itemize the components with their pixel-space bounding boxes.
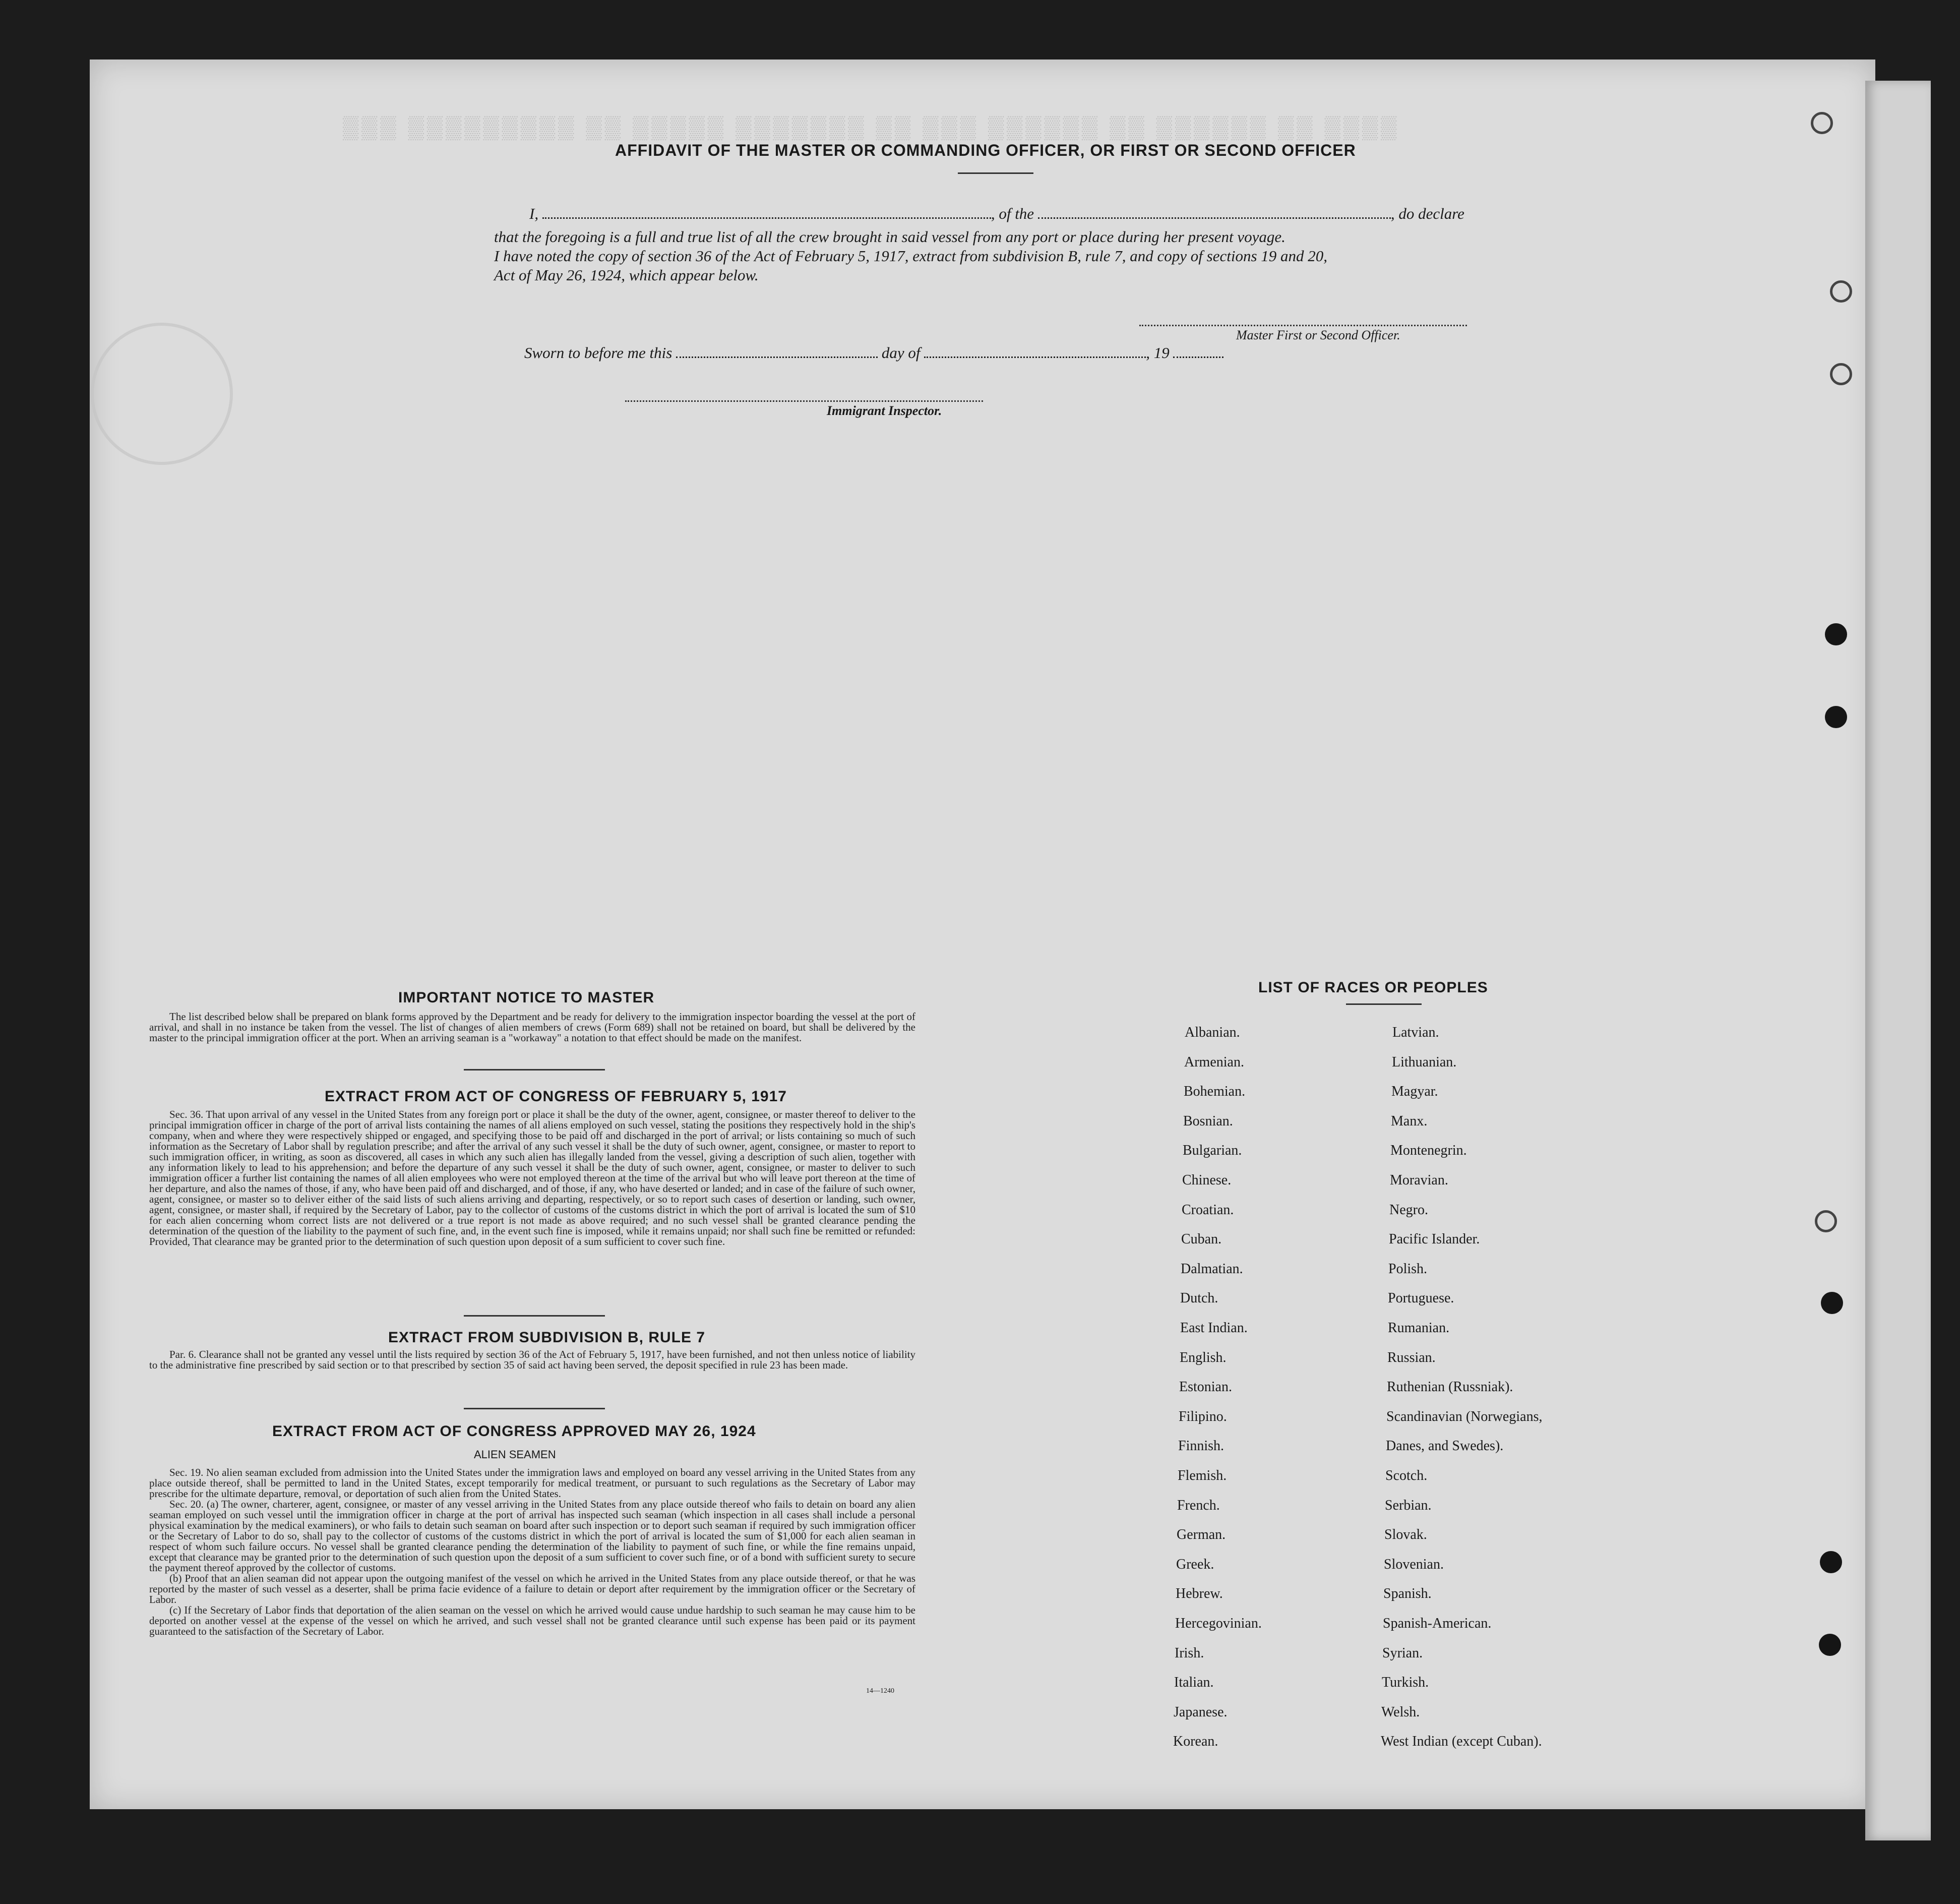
affidavit-declare-label: , do declare bbox=[1390, 205, 1464, 222]
punch-hole bbox=[1819, 1634, 1841, 1656]
divider bbox=[464, 1069, 605, 1070]
race-item: Bohemian. bbox=[1184, 1084, 1246, 1099]
notice-text bbox=[149, 1012, 915, 1043]
affidavit-line1 bbox=[529, 205, 1464, 223]
race-item: Cuban. bbox=[1181, 1231, 1222, 1247]
master-signature-line[interactable] bbox=[1139, 325, 1467, 326]
underlying-page-edge bbox=[1865, 81, 1931, 1840]
sworn-month-field[interactable] bbox=[924, 356, 1146, 358]
sworn-prefix: Sworn to before me this bbox=[524, 344, 672, 362]
race-item: Albanian. bbox=[1185, 1025, 1240, 1040]
race-item: Irish. bbox=[1175, 1645, 1204, 1661]
extract-1924-title: EXTRACT FROM ACT OF CONGRESS APPROVED MAY 26, 1924 bbox=[272, 1423, 756, 1440]
race-item: Japanese. bbox=[1174, 1704, 1228, 1720]
race-item: Latvian. bbox=[1392, 1025, 1439, 1040]
bleed-through-seal bbox=[91, 323, 233, 465]
race-item: Bulgarian. bbox=[1183, 1143, 1242, 1158]
race-item: Armenian. bbox=[1184, 1054, 1244, 1070]
race-item: Dutch. bbox=[1180, 1290, 1218, 1306]
sec20b-paragraph: (b) Proof that an alien seaman did not appear upon the outgoing manifest of the vessel on which he arrived in the United States from any place outside thereof, or that he was reported by the master of such vessel as a deserter, shall be prima facie evidence of a failure to detain or deport after requirement by the immigration officer or the Secretary of Labor. bbox=[149, 1572, 915, 1605]
race-item: Serbian. bbox=[1385, 1498, 1432, 1513]
affidavit-line2: that the foregoing is a full and true list of all the crew brought in said vessel from any port or place during her present voyage. bbox=[494, 228, 1285, 246]
race-item: Syrian. bbox=[1382, 1645, 1423, 1661]
race-item: Slovenian. bbox=[1384, 1557, 1444, 1572]
punch-hole bbox=[1830, 280, 1852, 303]
affidavit-of-the-label: , of the bbox=[991, 205, 1034, 222]
race-item: Manx. bbox=[1391, 1113, 1428, 1129]
sec19-paragraph: Sec. 19. No alien seaman excluded from admission into the United States under the immigration laws and employed on board any vessel arriving in the United States from any place outside thereof, shall be permitted to land in the United States, except temporarily for medical treatment, or pursuant to such regulations as the Secretary of Labor may prescribe for the ultimate departure, removal, or deportation of such alien from the United States. bbox=[149, 1466, 915, 1500]
sworn-year-field[interactable] bbox=[1173, 356, 1223, 358]
races-title: LIST OF RACES OR PEOPLES bbox=[1258, 979, 1488, 996]
race-item: Hercegovinian. bbox=[1175, 1616, 1262, 1631]
race-item: East Indian. bbox=[1180, 1320, 1248, 1336]
race-item: Rumanian. bbox=[1388, 1320, 1450, 1336]
affidavit-i-label: I, bbox=[529, 205, 539, 222]
race-item: Filipino. bbox=[1179, 1409, 1227, 1424]
race-item: Danes, and Swedes). bbox=[1386, 1438, 1504, 1454]
race-item: Bosnian. bbox=[1183, 1113, 1233, 1129]
bleed-through-text: ▒▒▒ ▒▒▒▒▒▒▒▒▒ ▒▒ ▒▒▒▒▒ ▒▒▒▒▒▒▒ ▒▒ ▒▒▒ ▒▒▒▒▒▒ ▒▒ ▒▒▒▒▒▒ ▒▒ ▒▒▒▒ bbox=[343, 115, 1400, 140]
race-item: Korean. bbox=[1173, 1734, 1218, 1749]
race-item: Dalmatian. bbox=[1181, 1261, 1243, 1277]
race-item: Polish. bbox=[1388, 1261, 1428, 1277]
extract-1917-title: EXTRACT FROM ACT OF CONGRESS OF FEBRUARY 5, 1917 bbox=[325, 1088, 787, 1105]
affidavit-line4: Act of May 26, 1924, which appear below. bbox=[494, 266, 759, 284]
sworn-day-field[interactable] bbox=[676, 356, 878, 358]
race-item: Italian. bbox=[1174, 1675, 1214, 1690]
race-item: Estonian. bbox=[1179, 1379, 1232, 1395]
race-item: Pacific Islander. bbox=[1389, 1231, 1480, 1247]
punch-hole bbox=[1815, 1210, 1837, 1232]
punch-hole bbox=[1830, 363, 1852, 385]
extract-rule7-text bbox=[149, 1349, 915, 1371]
race-item: Hebrew. bbox=[1176, 1586, 1223, 1601]
alien-seamen-subtitle: ALIEN SEAMEN bbox=[474, 1448, 556, 1461]
race-item: Scotch. bbox=[1385, 1468, 1428, 1483]
race-item: Chinese. bbox=[1182, 1172, 1232, 1188]
race-item: Greek. bbox=[1176, 1557, 1214, 1572]
divider bbox=[464, 1315, 605, 1317]
notice-paragraph: The list described below shall be prepared on blank forms approved by the Department and be ready for delivery to the immigration inspector boarding the vessel at the port of arrival, and shall in no instance be taken from the vessel. The list of changes of alien members of crews (Form 689) shall not be retained on board, but shall be delivered by the master to the principal immigration officer at the port. When an arriving seaman is a "workaway" a notation to that effect should be made on the manifest. bbox=[149, 1010, 915, 1044]
divider bbox=[464, 1408, 605, 1409]
race-item: Flemish. bbox=[1178, 1468, 1227, 1483]
race-item: Slovak. bbox=[1384, 1527, 1427, 1542]
race-item: Moravian. bbox=[1390, 1172, 1448, 1188]
race-item: Portuguese. bbox=[1388, 1290, 1454, 1306]
race-item: Negro. bbox=[1389, 1202, 1428, 1218]
notice-title: IMPORTANT NOTICE TO MASTER bbox=[398, 989, 655, 1006]
sec36-paragraph: Sec. 36. That upon arrival of any vessel in the United States from any foreign port or place it shall be the duty of the owner, agent, consignee, or master thereof to deliver to the principal immigration officer in charge of the port of arrival lists containing the names of all aliens employed on such vessel, stating the positions they respectively hold in the ship's company, when and where they were respectively shipped or engaged, and specifying those to be paid off and discharged in the port of arrival; or lists containing so much of such information as the Secretary of Labor shall by regulation prescribe; and after the arrival of any such vessel it shall be the duty of such owner, agent, consignee, or master to report to such immigration officer, in writing, as soon as discovered, all cases in which any such alien has illegally landed from the vessel, giving a description of such alien, together with any information likely to lead to his apprehension; and before the departure of any such vessel it shall be the duty of such owner, agent, consignee, or master to deliver to such immigration officer a further list containing the names of all alien employees who were not employed thereon at the time of the arrival but who will leave port thereon at the time of her departure, and also the names of those, if any, who have been paid off and discharged, and of those, if any, who have deserted or landed; and in case of the failure of such owner, agent, consignee, or master so to deliver either of the said lists of such aliens arriving and departing, respectively, or so to report such cases of desertion or landing, such owner, agent, consignee, or master shall, if required by the Secretary of Labor, pay to the collector of customs of the customs district in which the port of arrival is located the sum of $10 for each alien concerning whom correct lists are not delivered or a true report is not made as above required; and no such vessel shall be granted clearance pending the determination of the question of the liability to the payment of such fine, and, in the event such fine is imposed, while it remains unpaid; nor shall such fine be remitted or refunded: Provided, That clearance may be granted prior to the determination of such question upon deposit of a sum sufficient to cover such fine. bbox=[149, 1108, 915, 1247]
affidavit-line3: I have noted the copy of section 36 of the Act of February 5, 1917, extract from subdivision B, rule 7, and copy of sections 19 and 20, bbox=[494, 247, 1328, 265]
race-item: Magyar. bbox=[1391, 1084, 1438, 1099]
race-item: Montenegrin. bbox=[1390, 1143, 1467, 1158]
extract-1917-text bbox=[149, 1109, 915, 1247]
race-item: Finnish. bbox=[1178, 1438, 1224, 1454]
race-item: Spanish-American. bbox=[1383, 1616, 1492, 1631]
race-item: Ruthenian (Russniak). bbox=[1387, 1379, 1513, 1395]
divider bbox=[958, 172, 1033, 174]
race-item: German. bbox=[1177, 1527, 1226, 1542]
affidavit-title: AFFIDAVIT OF THE MASTER OR COMMANDING OFFICER, OR FIRST OR SECOND OFFICER bbox=[615, 141, 1356, 159]
race-item: Russian. bbox=[1387, 1350, 1436, 1365]
sworn-line bbox=[524, 344, 1223, 362]
divider bbox=[1346, 1003, 1422, 1005]
master-name-field[interactable] bbox=[542, 217, 991, 219]
race-item: Scandinavian (Norwegians, bbox=[1386, 1409, 1543, 1424]
extract-1924-text bbox=[149, 1467, 915, 1637]
rule7-paragraph: Par. 6. Clearance shall not be granted any vessel until the lists required by section 36 of the Act of February 5, 1917, have been furnished, and not then unless notice of liability to the administrative fine prescribed by said section or to that prescribed by section 35 of said act having been served, the deposit specified in rule 23 has been made. bbox=[149, 1348, 915, 1371]
race-item: Spanish. bbox=[1383, 1586, 1432, 1601]
race-item: French. bbox=[1177, 1498, 1220, 1513]
race-item: Lithuanian. bbox=[1392, 1054, 1457, 1070]
master-signature-label: Master First or Second Officer. bbox=[1236, 328, 1400, 342]
race-item: Welsh. bbox=[1381, 1704, 1420, 1720]
extract-rule7-title: EXTRACT FROM SUBDIVISION B, RULE 7 bbox=[388, 1329, 706, 1346]
race-item: West Indian (except Cuban). bbox=[1381, 1734, 1542, 1749]
punch-hole bbox=[1811, 112, 1833, 134]
punch-hole bbox=[1820, 1551, 1842, 1573]
race-item: Croatian. bbox=[1182, 1202, 1234, 1218]
sworn-year-label: , 19 bbox=[1146, 344, 1170, 362]
form-number: 14—1240 bbox=[866, 1687, 894, 1695]
inspector-signature-label: Immigrant Inspector. bbox=[827, 403, 942, 418]
race-item: English. bbox=[1180, 1350, 1227, 1365]
punch-hole bbox=[1825, 623, 1847, 645]
sec20c-paragraph: (c) If the Secretary of Labor finds that deportation of the alien seaman on the vessel on which he arrived would cause undue hardship to such seaman he may cause him to be deported on another vessel at the expense of the vessel on which he arrived, and such vessel shall not be granted clearance until such expense has been paid or its payment guaranteed to the satisfaction of the Secretary of Labor. bbox=[149, 1604, 915, 1637]
punch-hole bbox=[1821, 1292, 1843, 1314]
inspector-signature-line[interactable] bbox=[625, 400, 983, 402]
sworn-day-of-label: day of bbox=[881, 344, 921, 362]
race-item: Turkish. bbox=[1382, 1675, 1429, 1690]
punch-hole bbox=[1825, 706, 1847, 728]
sec20a-paragraph: Sec. 20. (a) The owner, charterer, agent, consignee, or master of any vessel arriving in the United States from any place outside thereof who fails to detain on board any alien seaman employed on such vessel until the immigration officer in charge at the port of arrival has inspected such seaman (which inspection in all cases shall include a personal physical examination by the medical examiners), or who fails to detain such seaman on board after such inspection or to deport such seaman if required by such immigration officer or the Secretary of Labor to do so, shall pay to the collector of customs of the customs district in which the port of arrival is located the sum of $1,000 for each alien seaman in respect of whom such failure occurs. No vessel shall be granted clearance pending the determination of the liability to payment of such fine, or while the fine remains unpaid, except that clearance may be granted prior to the determination of such question upon the deposit of a sum sufficient to cover such fine, or of a bond with sufficient surety to secure the payment thereof approved by the collector of customs. bbox=[149, 1498, 915, 1574]
vessel-name-field[interactable] bbox=[1038, 217, 1391, 219]
